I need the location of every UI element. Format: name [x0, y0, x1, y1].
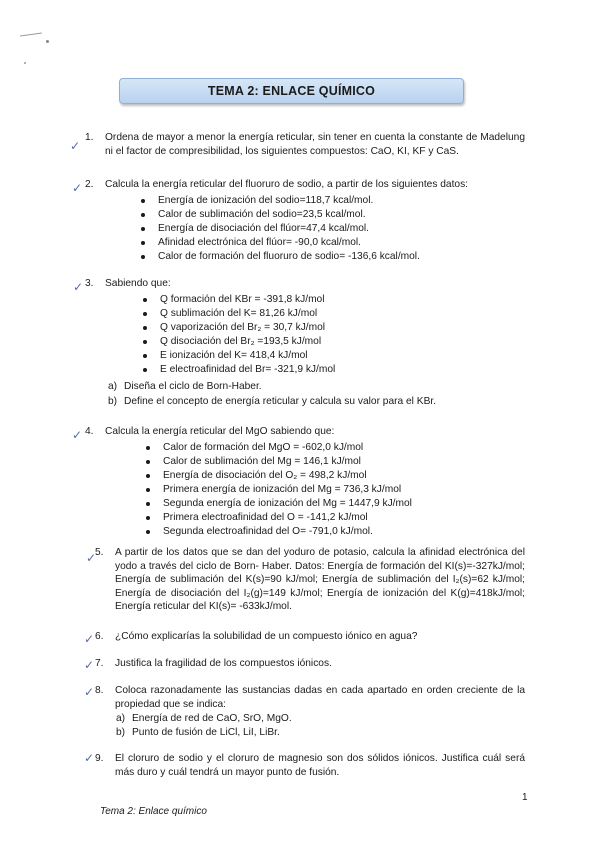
- question-7: [95, 657, 525, 671]
- scan-mark: [20, 32, 42, 36]
- question-number: 7.: [95, 658, 104, 669]
- question-text: Coloca razonadamente las sustancias dadas en cada apartado en orden creciente de la propiedad que se indica:: [115, 685, 525, 710]
- check-mark-icon: ✓: [86, 551, 97, 565]
- sub-question-b: [108, 395, 436, 409]
- check-mark-icon: ✓: [70, 139, 81, 153]
- question-8: [95, 684, 525, 711]
- list-item: E ionización del K= 418,4 kJ/mol: [160, 349, 335, 363]
- question-text: A partir de los datos que se dan del yoduro de potasio, calcula la afinidad electrónica del yodo a través del ciclo de Born- Haber. Datos: Energía de formación del KI(s)=-327kJ/mol; Energía de sublimación del K(s)=90 kJ/mol; Energía de sublimación del I₂(s)=62 kJ/mol; Energía de disociación del I₂(g)=149 kJ/mol; Energía de ionización del K(g)=418kJ/mol; Energía reticular del KI(s)= -633kJ/mol.: [115, 547, 525, 612]
- list-item: Energía de disociación del flúor=47,4 kcal/mol.: [158, 222, 420, 236]
- question-number: 3.: [85, 278, 94, 289]
- question-number: 5.: [95, 547, 104, 558]
- list-item: Afinidad electrónica del flúor= -90,0 kcal/mol.: [158, 236, 420, 250]
- list-item: Primera electroafinidad del O = -141,2 kJ/mol: [163, 511, 412, 525]
- question-1: [85, 131, 525, 158]
- list-item: Segunda electroafinidad del O= -791,0 kJ/mol.: [163, 525, 412, 539]
- question-text: El cloruro de sodio y el cloruro de magnesio son dos sólidos iónicos. Justifica cuál será más duro y cuál tendrá un mayor punto de fusión.: [115, 753, 525, 778]
- question-text: Justifica la fragilidad de los compuestos iónicos.: [115, 658, 332, 669]
- sub-question-b: [116, 726, 280, 740]
- list-item: Calor de sublimación del sodio=23,5 kcal/mol.: [158, 208, 420, 222]
- question-number: 8.: [95, 685, 104, 696]
- sub-question-a: [116, 712, 292, 726]
- sub-text: Punto de fusión de LiCl, LiI, LiBr.: [132, 727, 280, 738]
- list-item: Primera energía de ionización del Mg = 736,3 kJ/mol: [163, 483, 412, 497]
- check-mark-icon: ✓: [72, 428, 83, 442]
- question-3: [85, 277, 525, 291]
- question-number: 6.: [95, 631, 104, 642]
- list-item: Q disociación del Br₂ =193,5 kJ/mol: [160, 335, 335, 349]
- list-item: E electroafinidad del Br= -321,9 kJ/mol: [160, 364, 336, 375]
- check-mark-icon: ✓: [84, 685, 95, 699]
- scan-mark: [46, 40, 49, 43]
- list-item: Q sublimación del K= 81,26 kJ/mol: [160, 307, 335, 321]
- check-mark-icon: ✓: [72, 181, 83, 195]
- sub-label: b): [116, 727, 126, 738]
- question-number: 2.: [85, 179, 94, 190]
- question-5: [95, 546, 525, 614]
- list-item: Calor de formación del MgO = -602,0 kJ/mol: [163, 441, 412, 455]
- page-footer: Tema 2: Enlace químico: [100, 806, 207, 817]
- list-item: Calor de sublimación del Mg = 146,1 kJ/mol: [163, 455, 412, 469]
- data-list: [160, 293, 335, 377]
- list-item: Energía de disociación del O₂ = 498,2 kJ/mol: [163, 469, 412, 483]
- sub-question-a: [108, 380, 262, 394]
- sub-text: Diseña el ciclo de Born-Haber.: [124, 381, 262, 392]
- scan-mark: [24, 62, 26, 64]
- sub-text: Energía de red de CaO, SrO, MgO.: [132, 713, 292, 724]
- page-number: 1: [522, 792, 528, 803]
- list-item: Calor de formación del fluoruro de sodio= -136,6 kcal/mol.: [158, 251, 420, 262]
- question-2: [85, 178, 525, 192]
- sub-label: a): [116, 713, 126, 724]
- question-9: [95, 752, 525, 779]
- question-6: [95, 630, 525, 644]
- data-list: [163, 441, 412, 539]
- question-text: Calcula la energía reticular del fluoruro de sodio, a partir de los siguientes datos:: [105, 179, 468, 190]
- sub-label: b): [108, 396, 118, 407]
- sub-label: a): [108, 381, 118, 392]
- list-item: Q vaporización del Br₂ = 30,7 kJ/mol: [160, 321, 335, 335]
- data-list: [158, 194, 420, 264]
- sub-text: Define el concepto de energía reticular y calcula su valor para el KBr.: [124, 396, 437, 407]
- question-number: 9.: [95, 753, 104, 764]
- list-item: Segunda energía de ionización del Mg = 1447,9 kJ/mol: [163, 498, 412, 509]
- check-mark-icon: ✓: [84, 632, 95, 646]
- question-text: Calcula la energía reticular del MgO sabiendo que:: [105, 426, 335, 437]
- question-number: 1.: [85, 132, 94, 143]
- check-mark-icon: ✓: [84, 658, 95, 672]
- check-mark-icon: ✓: [84, 751, 95, 765]
- question-text: Ordena de mayor a menor la energía reticular, sin tener en cuenta la constante de Madelung ni el factor de compresibilidad, los siguientes compuestos: CaO, KI, KF y CaS.: [105, 132, 525, 157]
- list-item: Energía de ionización del sodio=118,7 kcal/mol.: [158, 194, 420, 208]
- question-4: [85, 425, 525, 439]
- question-number: 4.: [85, 426, 94, 437]
- question-text: ¿Cómo explicarías la solubilidad de un compuesto iónico en agua?: [115, 631, 418, 642]
- page-title: TEMA 2: ENLACE QUÍMICO: [119, 78, 464, 104]
- list-item: Q formación del KBr = -391,8 kJ/mol: [160, 293, 335, 307]
- question-text: Sabiendo que:: [105, 278, 171, 289]
- check-mark-icon: ✓: [73, 280, 84, 294]
